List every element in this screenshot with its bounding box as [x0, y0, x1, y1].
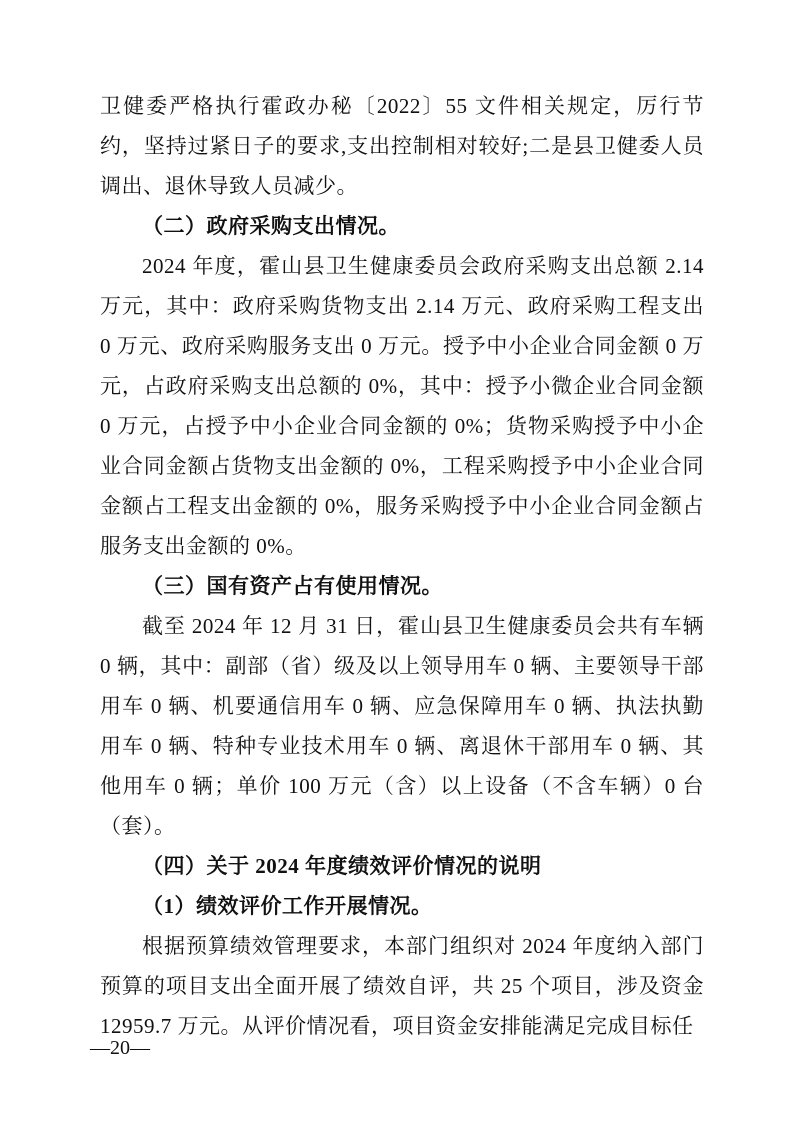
paragraph-continuation: 卫健委严格执行霍政办秘〔2022〕55 文件相关规定，厉行节约，坚持过紧日子的要求,支出控制相对较好;二是县卫健委人员调出、退休导致人员减少。: [100, 94, 704, 198]
section-heading-performance-evaluation: （四）关于 2024 年度绩效评价情况的说明: [142, 854, 542, 878]
paragraph-evaluation-work: 根据预算绩效管理要求，本部门组织对 2024 年度纳入部门预算的项目支出全面开展了绩效自评，共 25 个项目，涉及资金 12959.7 万元。从评价情况看，项目资金安排能满足完成目标任: [100, 934, 704, 1038]
paragraph-gov-procurement: 2024 年度，霍山县卫生健康委员会政府采购支出总额 2.14 万元，其中：政府采购货物支出 2.14 万元、政府采购工程支出 0 万元、政府采购服务支出 0 万元。授予中小企业合同金额 0 万元，占政府采购支出总额的 0%，其中：授予小微企业合同金额 0 万元，占授予中小企业合同金额的 0%；货物采购授予中小企业合同金额占货物支出金额的 0%，工程采购授予中小企业合同金额占工程支出金额的 0%，服务采购授予中小企业合同金额占服务支出金额的 0%。: [100, 254, 704, 558]
page-content: [100, 86, 704, 1046]
sub-heading-evaluation-work: （1）绩效评价工作开展情况。: [142, 894, 433, 918]
section-heading-gov-procurement: （二）政府采购支出情况。: [142, 214, 400, 238]
section-heading-state-assets: （三）国有资产占有使用情况。: [142, 574, 443, 598]
paragraph-state-assets: 截至 2024 年 12 月 31 日，霍山县卫生健康委员会共有车辆 0 辆，其中：副部（省）级及以上领导用车 0 辆、主要领导干部用车 0 辆、机要通信用车 0 辆、应急保障用车 0 辆、执法执勤用车 0 辆、特种专业技术用车 0 辆、离退休干部用车 0 辆、其他用车 0 辆；单价 100 万元（含）以上设备（不含车辆）0 台（套）。: [100, 614, 704, 838]
page-number: —20—: [90, 1037, 150, 1059]
